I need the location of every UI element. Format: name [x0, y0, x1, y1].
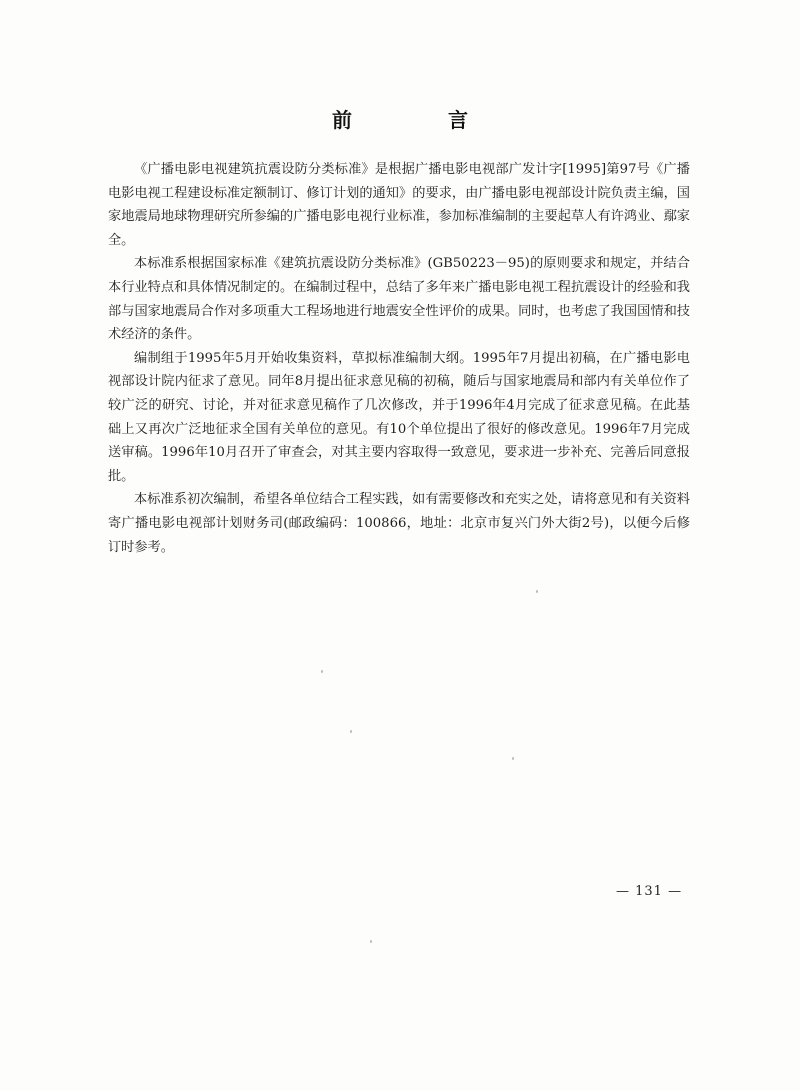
- scan-speck: [536, 590, 538, 593]
- scan-speck: [350, 730, 352, 733]
- page-number: — 131 —: [616, 884, 683, 899]
- paragraph-1: 《广播电影电视建筑抗震设防分类标准》是根据广播电影电视部广发计字[1995]第97号《广播电影电视工程建设标准定额制订、修订计划的通知》的要求，由广播电影电视部设计院负责主编，国家地震局地球物理研究所参编的广播电影电视行业标准，参加标准编制的主要起草人有许鸿业、鄢家全。: [108, 162, 690, 248]
- paragraph-4: 本标准系初次编制，希望各单位结合工程实践，如有需要修改和充实之处，请将意见和有关资料寄广播电影电视部计划财务司(邮政编码：100866，地址：北京市复兴门外大街2号)，以便今后修订时参考。: [108, 492, 690, 555]
- paragraph-3: 编制组于1995年5月开始收集资料，草拟标准编制大纲。1995年7月提出初稿，在广播电影电视部设计院内征求了意见。同年8月提出征求意见稿的初稿，随后与国家地震局和部内有关单位作了较广泛的研究、讨论，并对征求意见稿作了几次修改，并于1996年4月完成了征求意见稿。在此基础上又再次广泛地征求全国有关单位的意见。有10个单位提出了很好的修改意见。1996年7月完成送审稿。1996年10月召开了审查会，对其主要内容取得一致意见，要求进一步补充、完善后同意报批。: [108, 350, 690, 484]
- paragraph-2: 本标准系根据国家标准《建筑抗震设防分类标准》(GB50223－95)的原则要求和规定，并结合本行业特点和具体情况制定的。在编制过程中，总结了多年来广播电影电视工程抗震设计的经验和我部与国家地震局合作对多项重大工程场地进行地震安全性评价的成果。同时，也考虑了我国国情和技术经济的条件。: [108, 256, 690, 343]
- scan-speck: [370, 940, 372, 943]
- scan-speck: [512, 757, 514, 760]
- scan-speck: [321, 670, 323, 673]
- preface-body: [108, 158, 690, 559]
- page-title: 前 言: [332, 108, 506, 132]
